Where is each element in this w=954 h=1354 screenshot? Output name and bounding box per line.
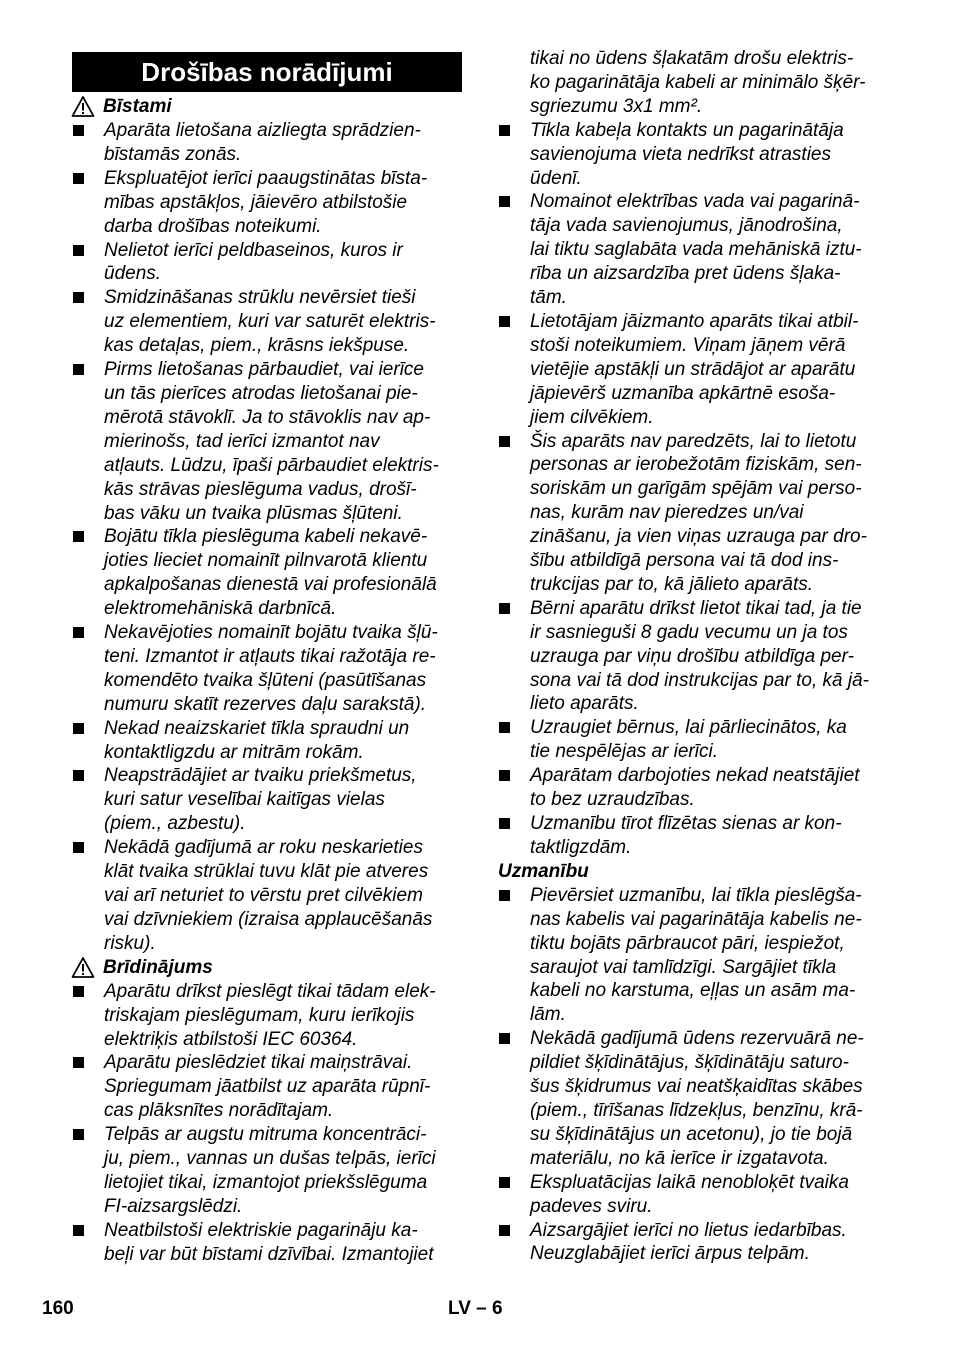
bullet-square-icon	[499, 1225, 510, 1236]
list-item-text: Neatbilstoši elektriskie pagarināju ka- beļi var būt bīstami dzīvībai. Izmantojiet	[104, 1219, 434, 1265]
list-item	[72, 621, 462, 717]
list-item-text: Smidzināšanas strūklu nevērsiet tieši uz elementiem, kuri var saturēt elektris- kas detaļas, piem., krāsns iekšpuse.	[104, 287, 436, 357]
page-label: LV – 6	[448, 1298, 503, 1319]
list-item-text: Nekavējoties nomainīt bojātu tvaika šļū- teni. Izmantot ir atļauts tikai ražotāja re- komendēto tvaika šļūteni (pasūtīšanas numuru skatīt rezerves daļu sarakstā).	[104, 622, 438, 715]
list-item-text: Nelietot ierīci peldbaseinos, kuros ir ūdens.	[104, 239, 403, 285]
warning-heading-label: Brīdinājums	[103, 956, 213, 978]
bullet-square-icon	[73, 627, 84, 638]
list-item-text: Tīkla kabeļa kontakts un pagarinātāja savienojuma vieta nedrīkst atrasties ūdenī.	[530, 119, 844, 189]
list-item-text: Aparātu pieslēdziet tikai maiņstrāvai. Spriegumam jāatbilst uz aparāta rūpnī- cas plāksnītes norādītajam.	[104, 1052, 431, 1122]
list-item	[72, 525, 462, 621]
bullet-square-icon	[499, 1177, 510, 1188]
bullet-square-icon	[73, 173, 84, 184]
list-item-text: Bojātu tīkla pieslēguma kabeli nekavē- joties lieciet nomainīt pilnvarotā klientu apkalpošanas dienestā vai profesionālā elektromehāniskā darbnīcā.	[104, 526, 437, 620]
bullet-square-icon	[499, 316, 510, 327]
bullet-square-icon	[73, 292, 84, 303]
list-item	[72, 1123, 462, 1219]
list-item	[498, 1171, 890, 1219]
list-item-text: Ekspluatācijas laikā nenobloķēt tvaika padeves sviru.	[530, 1171, 849, 1217]
list-item-text: Neapstrādājiet ar tvaiku priekšmetus, kuri satur veselībai kaitīgas vielas (piem., azbestu).	[104, 765, 417, 835]
bullet-square-icon	[73, 770, 84, 781]
bullet-square-icon	[73, 245, 84, 256]
bullet-square-icon	[73, 986, 84, 997]
list-item	[498, 119, 890, 191]
list-item	[72, 980, 462, 1052]
list-item	[498, 1219, 890, 1267]
warning-triangle-icon	[71, 956, 95, 980]
list-item	[498, 1027, 890, 1170]
list-item-text: Bērni aparātu drīkst lietot tikai tad, ja tie ir sasnieguši 8 gadu vecumu un ja tos uzrauga par viņu drošību atbildīga per- sona vai tā dod instrukcijas par to, kā jā- lieto aparāts.	[530, 597, 870, 715]
list-item	[72, 286, 462, 358]
list-item	[72, 239, 462, 287]
list-item-text: Aparātam darbojoties nekad neatstājiet to bez uzraudzības.	[530, 765, 860, 811]
list-item-text: Telpās ar augstu mitruma koncentrāci- ju, piem., vannas un dušas telpās, ierīci lietojiet tikai, izmantojot priekšslēguma FI-aizsargslēdzi.	[104, 1124, 436, 1217]
list-item	[72, 358, 462, 525]
list-item	[72, 167, 462, 239]
list-item-text: Ekspluatējot ierīci paaugstinātas bīsta- mības apstākļos, jāievēro atbilstošie darba drošības noteikumi.	[104, 167, 428, 237]
list-item	[498, 190, 890, 310]
list-item	[498, 310, 890, 430]
continuation-list	[498, 47, 890, 860]
bullet-square-icon	[499, 196, 510, 207]
list-item	[72, 1219, 462, 1267]
list-item	[498, 884, 890, 1027]
list-item-text: Nekad neaizskariet tīkla spraudni un kontaktligzdu ar mitrām rokām.	[104, 717, 410, 763]
list-item-text: Nekādā gadījumā ar roku neskarieties klāt tvaika strūklai tuvu klāt pie atveres vai arī neturiet to vērstu pret cilvēkiem vai dzīvniekiem (izraisa applaucēšanās risku).	[104, 837, 433, 954]
list-item-text: Aizsargājiet ierīci no lietus iedarbības. Neuzglabājiet ierīci ārpus telpām.	[530, 1219, 847, 1265]
list-item-text: Lietotājam jāizmanto aparāts tikai atbil- stoši noteikumiem. Viņam jāņem vērā vietējie apstākļi un strādājot ar aparātu jāpievērš uzmanība apkārtnē esoša- jiem cilvēkiem.	[530, 310, 859, 428]
list-item	[72, 119, 462, 167]
list-item	[498, 597, 890, 717]
bullet-square-icon	[499, 125, 510, 136]
bullet-square-icon	[499, 890, 510, 901]
bullet-square-icon	[499, 818, 510, 829]
list-item-text: Aparāta lietošana aizliegta sprādzien- bīstamās zonās.	[104, 120, 421, 165]
list-item	[72, 1051, 462, 1123]
bullet-square-icon	[499, 1033, 510, 1044]
section-title: Drošības norādījumi	[72, 52, 462, 92]
list-item-text: Pirms lietošanas pārbaudiet, vai ierīce un tās pierīces atrodas lietošanai pie- mērotā stāvoklī. Ja to stāvoklis nav ap- mierinošs, tad ierīci izmantot nav atļauts. Lūdzu, īpaši pārbaudiet elektris- kās strāvas pieslēguma vadus, drošī- bas vāku un tvaika plūsmas šļūteni.	[104, 359, 439, 524]
list-item-text: Pievērsiet uzmanību, lai tīkla pieslēgša- nas kabelis vai pagarinātāja kabelis ne- tiktu bojāts pārbraucot pāri, iespiežot, saraujot vai tamlīdzīgi. Sargājiet tīkla kabeli no karstuma, eļļas un asām ma- lām.	[530, 884, 862, 1026]
danger-heading	[72, 95, 462, 119]
list-item	[498, 47, 890, 119]
left-column	[72, 47, 462, 1267]
bullet-square-icon	[73, 1225, 84, 1236]
bullet-square-icon	[73, 1057, 84, 1068]
list-item-text: Uzmanību tīrot flīzētas sienas ar kon- taktligzdām.	[530, 813, 842, 858]
bullet-square-icon	[73, 531, 84, 542]
caution-heading: Uzmanību	[498, 860, 589, 882]
bullet-square-icon	[73, 125, 84, 136]
list-item	[72, 717, 462, 765]
list-item-text: tikai no ūdens šļakatām drošu elektris- ko pagarinātāja kabeli ar minimālo šķēr- sgriezumu 3x1 mm².	[530, 48, 866, 117]
caution-list	[498, 884, 890, 1267]
danger-heading-label: Bīstami	[103, 96, 172, 117]
list-item	[72, 764, 462, 836]
bullet-square-icon	[73, 1129, 84, 1140]
page-number: 160	[42, 1298, 74, 1319]
bullet-square-icon	[499, 770, 510, 781]
list-item-text: Aparātu drīkst pieslēgt tikai tādam elek- triskajam pieslēgumam, kuru ierīkojis elektriķis atbilstoši IEC 60364.	[104, 980, 436, 1050]
list-item	[498, 812, 890, 860]
bullet-square-icon	[499, 436, 510, 447]
right-column	[498, 47, 890, 1266]
warning-heading	[72, 956, 462, 980]
list-item	[498, 764, 890, 812]
list-item-text: Uzraugiet bērnus, lai pārliecinātos, ka tie nespēlējas ar ierīci.	[530, 717, 847, 763]
warning-list	[72, 980, 462, 1267]
bullet-square-icon	[499, 722, 510, 733]
list-item-text: Nekādā gadījumā ūdens rezervuārā ne- pildiet šķīdinātājus, šķīdinātāju saturo- šus šķidrumus vai neatšķaidītas skābes (piem., tīrīšanas līdzekļus, benzīnu, krā- su šķīdinātājus un acetonu), jo tie bojā materiālu, no kā ierīce ir izgatavota.	[530, 1028, 864, 1169]
list-item-text: Šis aparāts nav paredzēts, lai to lietotu personas ar ierobežotām fiziskām, sen- soriskām un garīgām spējām vai perso- nas, kurām nav pieredzes un/vai zināšanu, ja vien viņas uzrauga par dro- šību atbildīgā persona vai tā dod ins- trukcijas par to, kā jālieto aparāts.	[530, 430, 867, 595]
warning-triangle-icon	[71, 95, 95, 119]
danger-list	[72, 119, 462, 956]
list-item-text: Nomainot elektrības vada vai pagarinā- tāja vada savienojumus, jānodrošina, lai tiktu saglabāta vada mehāniskā iztu- rība un aizsardzība pret ūdens šļaka- tām.	[530, 191, 862, 309]
list-item	[72, 836, 462, 956]
bullet-square-icon	[73, 364, 84, 375]
bullet-square-icon	[73, 723, 84, 734]
bullet-square-icon	[499, 603, 510, 614]
list-item	[498, 430, 890, 597]
bullet-square-icon	[73, 842, 84, 853]
list-item	[498, 716, 890, 764]
